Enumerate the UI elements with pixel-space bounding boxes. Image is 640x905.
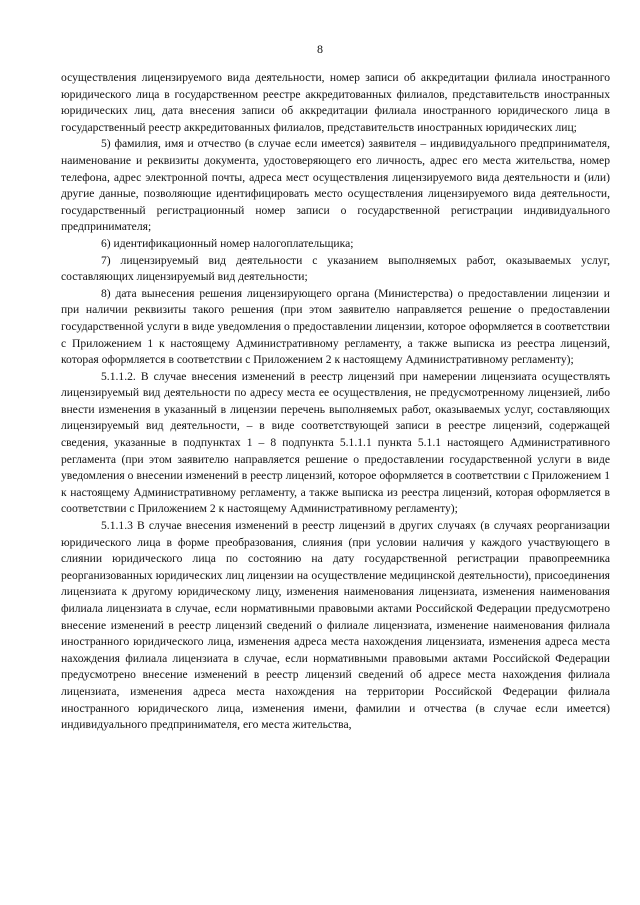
paragraph-item-6: 6) идентификационный номер налогоплательщика;	[101, 236, 354, 250]
document-body	[61, 70, 610, 734]
paragraph-item-7: 7) лицензируемый вид деятельности с указанием выполняемых работ, оказываемых услуг, составляющих лицензируемый вид деятельности;	[61, 253, 610, 284]
paragraph-5-1-1-2: 5.1.1.2. В случае внесения изменений в реестр лицензий при намерении лицензиата осуществлять лицензируемый вид деятельности по адресу места ее осуществления, не предусмотренному лицензией, либо внести изменения в указанный в лицензии перечень выполняемых работ, оказываемых услуг, составляющих лицензируемый вид деятельности, – в виде соответствующей записи в реестре лицензий, содержащей сведения, указанные в подпунктах 1 – 8 подпункта 5.1.1.1 пункта 5.1.1 настоящего Административного регламента (при этом заявителю направляется решение о предоставлении государственной услуги в виде уведомления о внесении изменений в реестр лицензий, которое оформляется в соответствии с Приложением 1 к настоящему Административному регламенту, а также выписка из реестра лицензий, которая оформляется в соответствии с Приложением 2 к настоящему Административному регламенту);	[61, 369, 610, 516]
paragraph-continuation: осуществления лицензируемого вида деятельности, номер записи об аккредитации филиала иностранного юридического лица в государственном реестре аккредитованных филиалов, представительств иностранных юридических лиц, дата внесения записи об аккредитации филиала иностранного юридического лица в государственный реестр аккредитованных филиалов, представительств иностранных юридических лиц;	[61, 71, 610, 134]
paragraph-item-5: 5) фамилия, имя и отчество (в случае если имеется) заявителя – индивидуального предпринимателя, наименование и реквизиты документа, удостоверяющего его личность, адрес его места жительства, номер телефона, адрес электронной почты, адреса мест осуществления лицензируемого вида деятельности и (или) другие данные, позволяющие идентифицировать место осуществления лицензируемого вида деятельности, государственный регистрационный номер записи о государственной регистрации индивидуального предпринимателя;	[61, 137, 610, 234]
paragraph-5-1-1-3: 5.1.1.3 В случае внесения изменений в реестр лицензий в других случаях (в случаях реорганизации юридического лица в форме преобразования, слияния (при условии наличия у каждого участвующего в слиянии юридического лица по состоянию на дату государственной регистрации правопреемника реорганизованных юридических лиц лицензии на осуществление медицинской деятельности), присоединения лицензиата к другому юридическому лицу, изменения наименования лицензиата, изменения наименования филиала лицензиата в случае, если нормативными правовыми актами Российской Федерации предусмотрено внесение изменений в реестр лицензий сведений о филиале лицензиата, изменение наименования филиала иностранного юридического лица, изменения адреса места нахождения лицензиата, изменения адреса места нахождения филиала лицензиата в случае, если нормативными правовыми актами Российской Федерации предусмотрено внесение изменений в реестр лицензий сведений об адресе места нахождения филиала лицензиата, изменения адреса места нахождения на территории Российской Федерации филиала иностранного юридического лица, изменения имени, фамилии и отчества (в случае если имеется) индивидуального предпринимателя, его места жительства,	[61, 519, 610, 732]
page-number: 8	[317, 42, 323, 56]
paragraph-item-8: 8) дата вынесения решения лицензирующего органа (Министерства) о предоставлении лицензии и при наличии реквизиты такого решения (при этом заявителю направляется решение о предоставлении государственной услуги в виде уведомления о предоставлении лицензии, которое оформляется в соответствии с Приложением 1 к настоящему Административному регламенту, а также выписка из реестра лицензий, которая оформляется в соответствии с Приложением 2 к настоящему Административному регламенту);	[61, 286, 610, 367]
